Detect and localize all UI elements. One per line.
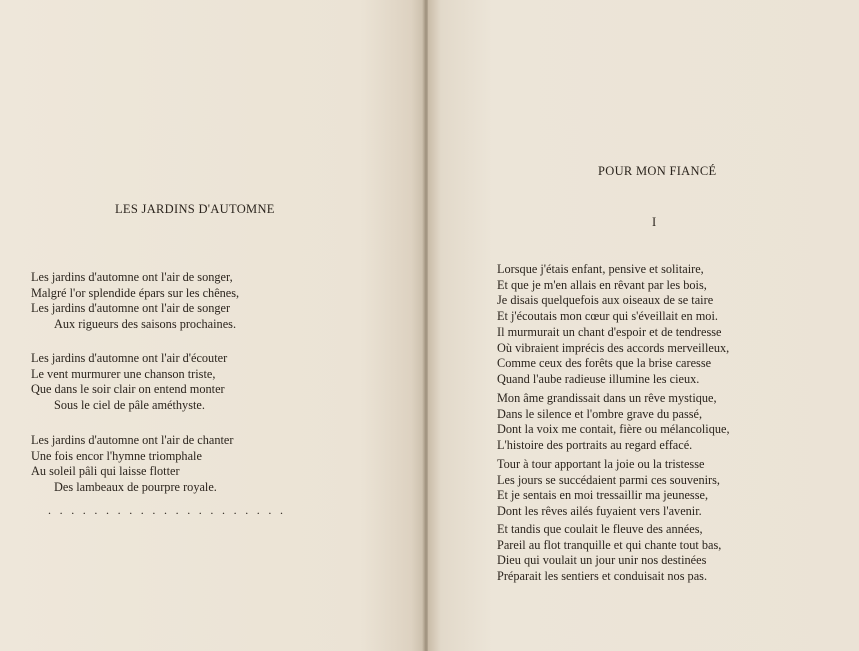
left-poem-title: LES JARDINS D'AUTOMNE — [115, 202, 275, 216]
poem-line: Les jardins d'automne ont l'air de songer — [31, 301, 231, 316]
poem-line: Tour à tour apportant la joie ou la tristesse — [497, 457, 705, 471]
poem-line: Sous le ciel de pâle améthyste. — [54, 397, 205, 412]
poem-line: Il murmurait un chant d'espoir et de tendresse — [497, 325, 722, 339]
poem-line: Et que je m'en allais en rêvant par les bois, — [497, 277, 707, 292]
poem-line: Dont les rêves ailés fuyaient vers l'avenir. — [497, 503, 702, 518]
poem-line: Mon âme grandissait dans un rêve mystique, — [497, 391, 717, 405]
poem-line: Les jardins d'automne ont l'air de songer, — [31, 270, 233, 284]
right-page — [428, 0, 859, 651]
poem-line: Les jardins d'automne ont l'air d'écouter — [31, 351, 228, 365]
right-stanza-2 — [497, 325, 729, 387]
section-numeral: I — [652, 215, 657, 229]
ellipsis-row: ..................... — [48, 503, 292, 517]
left-stanza-1 — [31, 270, 239, 332]
left-page — [0, 0, 424, 651]
poem-line: Pareil au flot tranquille et qui chante tout bas, — [497, 537, 722, 552]
poem-line: Dieu qui voulait un jour unir nos destinées — [497, 553, 707, 568]
right-stanza-5 — [497, 522, 721, 584]
poem-line: Préparait les sentiers et conduisait nos pas. — [497, 568, 708, 583]
right-poem-title: POUR MON FIANCÉ — [598, 164, 717, 178]
poem-line: Et j'écoutais mon cœur qui s'éveillait en moi. — [497, 308, 718, 323]
poem-line: Malgré l'or splendide épars sur les chênes, — [31, 285, 240, 300]
poem-line: Dans le silence et l'ombre grave du passé, — [497, 406, 703, 421]
left-stanza-2 — [31, 351, 227, 413]
poem-line: Les jardins d'automne ont l'air de chanter — [31, 433, 234, 447]
right-stanza-4 — [497, 457, 720, 519]
poem-line: Le vent murmurer une chanson triste, — [31, 366, 216, 381]
poem-line: Dont la voix me contait, fière ou mélancolique, — [497, 422, 730, 437]
poem-line: Des lambeaux de pourpre royale. — [54, 479, 217, 494]
poem-line: Lorsque j'étais enfant, pensive et solitaire, — [497, 262, 704, 276]
right-stanza-1 — [497, 262, 718, 324]
poem-line: Au soleil pâli qui laisse flotter — [31, 464, 180, 479]
poem-line: Je disais quelquefois aux oiseaux de se taire — [497, 293, 714, 308]
poem-line: Et je sentais en moi tressaillir ma jeunesse, — [497, 488, 709, 503]
right-stanza-3 — [497, 391, 730, 453]
left-stanza-3 — [31, 433, 233, 495]
poem-line: Et tandis que coulait le fleuve des années, — [497, 522, 703, 536]
poem-line: Une fois encor l'hymne triomphale — [31, 448, 202, 463]
poem-line: Comme ceux des forêts que la brise caresse — [497, 356, 712, 371]
poem-line: Que dans le soir clair on entend monter — [31, 382, 225, 397]
poem-line: Où vibraient imprécis des accords merveilleux, — [497, 340, 730, 355]
poem-line: Aux rigueurs des saisons prochaines. — [54, 316, 237, 331]
poem-line: Quand l'aube radieuse illumine les cieux. — [497, 371, 700, 386]
poem-line: L'histoire des portraits au regard effacé. — [497, 437, 693, 452]
poem-line: Les jours se succédaient parmi ces souvenirs, — [497, 472, 720, 487]
